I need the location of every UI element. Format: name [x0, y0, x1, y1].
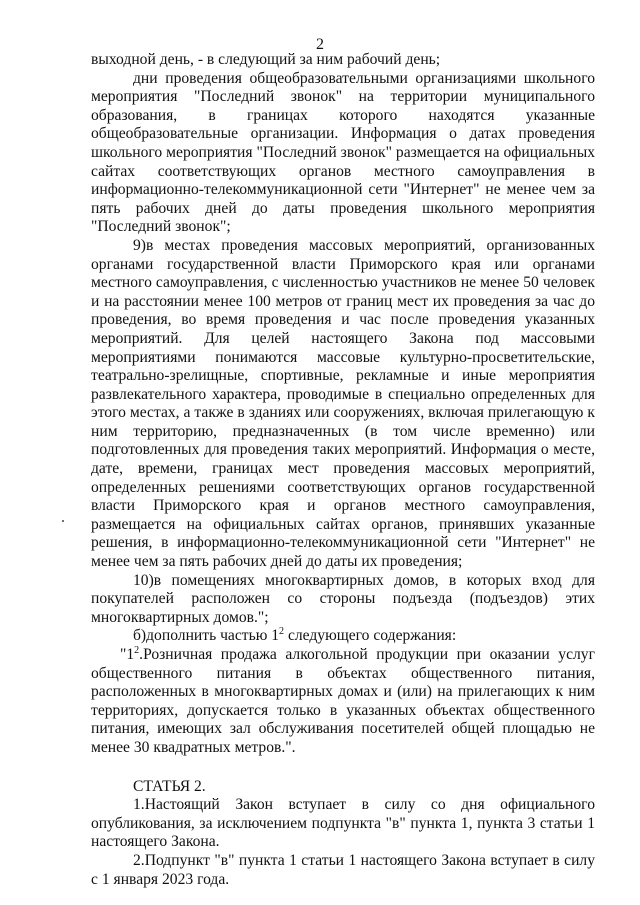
paragraph-article-2-item-1: 1.Настоящий Закон вступает в силу со дня официального опубликования, за исключением подпункта "в" пункта 1, пункта 3 статьи 1 настоящего Закона.	[91, 796, 595, 851]
paragraph-holiday-rule: выходной день, - в следующий за ним рабочий день;	[91, 51, 441, 68]
part-1-2-text-body: .Розничная продажа алкогольной продукции при оказании услуг общественного питания в объектах общественного питания, расположенных в многоквартирных домах и (или) на прилегающих к ним территориях, допускается только в указанных объектах общественного питания, имеющих зал обслуживания посетителей общей площадью не менее 30 квадратных метров.".	[91, 646, 595, 756]
paragraph-part-1-2	[91, 646, 595, 758]
superscript: 2	[134, 644, 140, 656]
document-body	[91, 51, 595, 889]
paragraph-amendment-b	[91, 627, 595, 646]
scan-speck	[62, 520, 64, 522]
amendment-b-text-start: б)дополнить частью 1	[133, 627, 280, 645]
paragraph-item-10-apartment-buildings: 10)в помещениях многоквартирных домов, в которых вход для покупателей расположен со стороны подъезда (подъездов) этих многоквартирных домов.";	[91, 571, 595, 626]
amendment-b-text-end: следующего содержания:	[284, 627, 457, 645]
paragraph-article-2-item-2: 2.Подпункт "в" пункта 1 статьи 1 настоящего Закона вступает в силу с 1 января 2023 года.	[91, 851, 595, 888]
page-number: 2	[316, 36, 324, 53]
superscript: 2	[279, 626, 285, 638]
paragraph-item-9-mass-events: 9)в местах проведения массовых мероприятий, организованных органами государственной власти Приморского края или органами местного самоуправления, с численностью участников не менее 50 человек и на расстоянии менее 100 метров от границ мест их проведения за час до проведения, во время проведения и час после проведения указанных мероприятий. Для целей настоящего Закона под массовыми мероприятиями понимаются массовые культурно-просветительские, театрально-зрелищные, спортивные, рекламные и иные мероприятия развлекательного характера, проводимые в специально определенных для этого местах, а также в зданиях или сооружениях, включая прилегающую к ним территорию, предназначенных (в том числе временно) или подготовленных для проведения таких мероприятий. Информация о месте, дате, времени, границах мест проведения массовых мероприятий, определенных решениями соответствующих органов государственной власти Приморского края и органов местного самоуправления, размещается на официальных сайтах органов, принявших указанные решения, в информационно-телекоммуникационной сети "Интернет" не менее чем за пять рабочих дней до даты их проведения;	[91, 236, 595, 571]
paragraph-last-bell: дни проведения общеобразовательными организациями школьного мероприятия "Последний звонок" на территории муниципального образования, в границах которого находятся указанные общеобразовательные организации. Информация о датах проведения школьного мероприятия "Последний звонок" размещается на официальных сайтах соответствующих органов местного самоуправления в информационно-телекоммуникационной сети "Интернет" не менее чем за пять рабочих дней до даты проведения школьного мероприятия "Последний звонок";	[91, 69, 595, 236]
article-2-heading: СТАТЬЯ 2.	[133, 777, 206, 795]
part-1-2-text-start: "1	[120, 646, 135, 663]
